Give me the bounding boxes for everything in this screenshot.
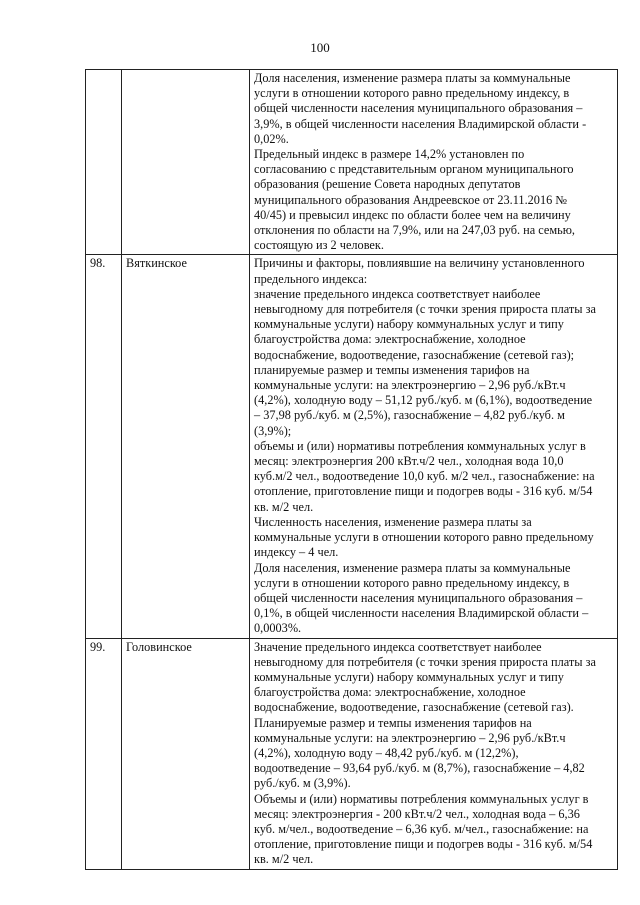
description-line: водоснабжение, водоотведение, газоснабжение (сетевой газ); xyxy=(254,347,575,362)
description-line: – 37,98 руб./куб. м (2,5%), газоснабжение – 4,82 руб./куб. м xyxy=(254,408,565,423)
description-line: 0,02%. xyxy=(254,131,289,146)
description-line: общей численности населения муниципального образования – xyxy=(254,590,583,605)
description-line: планируемые размер и темпы изменения тарифов на xyxy=(254,362,530,377)
description-line: коммунальные услуги: на электроэнергию – 2,96 руб./кВт.ч xyxy=(254,730,566,745)
description-line: Предельный индекс в размере 14,2% установлен по xyxy=(254,147,525,162)
description-line: невыгодному для потребителя (с точки зрения прироста платы за xyxy=(254,654,596,669)
description-line: (4,2%), холодную воду – 48,42 руб./куб. м (12,2%), xyxy=(254,745,519,760)
municipality-name-cell: Вяткинское xyxy=(122,255,250,638)
description-line: состоящую из 2 человек. xyxy=(254,238,384,253)
municipality-name-cell xyxy=(122,70,250,255)
description-line: значение предельного индекса соответствует наиболее xyxy=(254,286,541,301)
description-line: отопление, приготовление пищи и подогрев воды - 316 куб. м/54 xyxy=(254,837,593,852)
description-cell xyxy=(250,70,618,255)
description-line: согласованию с представительным органом муниципального xyxy=(254,162,574,177)
description-line: невыгодному для потребителя (с точки зрения прироста платы за xyxy=(254,302,596,317)
description-line: коммунальные услуги: на электроэнергию – 2,96 руб./кВт.ч xyxy=(254,378,566,393)
description-line: куб. м/чел., водоотведение – 6,36 куб. м/чел., газоснабжение: на xyxy=(254,821,589,836)
table-row xyxy=(86,638,618,869)
description-line: месяц: электроэнергия 200 кВт.ч/2 чел., холодная вода 10,0 xyxy=(254,454,564,469)
description-line: Доля населения, изменение размера платы за коммунальные xyxy=(254,71,571,85)
description-line: Численность населения, изменение размера платы за xyxy=(254,514,532,529)
description-line: отопление, приготовление пищи и подогрев воды - 316 куб. м/54 xyxy=(254,484,593,499)
description-line: коммунальные услуги в отношении которого равно предельному xyxy=(254,530,594,545)
description-line: месяц: электроэнергия - 200 кВт.ч/2 чел., холодная вода – 6,36 xyxy=(254,806,580,821)
description-line: услуги в отношении которого равно предельному индексу, в xyxy=(254,86,570,101)
description-line: Объемы и (или) нормативы потребления коммунальных услуг в xyxy=(254,791,589,806)
description-line: кв. м/2 чел. xyxy=(254,499,314,514)
page-number: 100 xyxy=(310,40,330,55)
description-line: предельного индекса: xyxy=(254,271,368,286)
row-number-cell: 98. xyxy=(86,255,122,638)
table-row xyxy=(86,255,618,638)
description-cell xyxy=(250,255,618,638)
description-line: отклонения по области на 7,9%, или на 247,03 руб. на семью, xyxy=(254,223,575,238)
description-line: водоснабжение, водоотведение, газоснабжение (сетевой газ). xyxy=(254,700,574,715)
row-number-cell xyxy=(86,70,122,255)
description-line: индексу – 4 чел. xyxy=(254,545,339,560)
description-line: куб.м/2 чел., водоотведение 10,0 куб. м/2 чел., газоснабжение: на xyxy=(254,469,595,484)
description-line: Планируемые размер и темпы изменения тарифов на xyxy=(254,715,532,730)
description-line: коммунальные услуги) набору коммунальных услуг и типу xyxy=(254,669,564,684)
description-line: 0,0003%. xyxy=(254,621,302,636)
description-line: муниципального образования Андреевское от 23.11.2016 № xyxy=(254,192,568,207)
description-line: Доля населения, изменение размера платы за коммунальные xyxy=(254,560,571,575)
description-line: 40/45) и превысил индекс по области более чем на величину xyxy=(254,207,571,222)
description-line: Значение предельного индекса соответствует наиболее xyxy=(254,639,542,654)
table-row xyxy=(86,70,618,255)
description-line: общей численности населения муниципального образования – xyxy=(254,101,583,116)
municipality-name-cell: Головинское xyxy=(122,638,250,869)
municipality-table xyxy=(85,69,618,870)
description-line: Причины и факторы, повлиявшие на величину установленного xyxy=(254,256,585,271)
description-line: коммунальные услуги) набору коммунальных услуг и типу xyxy=(254,317,564,332)
description-line: (3,9%); xyxy=(254,423,292,438)
description-line: руб./куб. м (3,9%). xyxy=(254,776,351,791)
description-line: услуги в отношении которого равно предельному индексу, в xyxy=(254,575,570,590)
description-line: водоотведение – 93,64 руб./куб. м (8,7%), газоснабжение – 4,82 xyxy=(254,761,585,776)
description-line: образования (решение Совета народных депутатов xyxy=(254,177,521,192)
description-line: (4,2%), холодную воду – 51,12 руб./куб. м (6,1%), водоотведение xyxy=(254,393,593,408)
description-cell xyxy=(250,638,618,869)
description-line: благоустройства дома: электроснабжение, холодное xyxy=(254,685,526,700)
table-body xyxy=(86,70,618,870)
row-number-cell: 99. xyxy=(86,638,122,869)
description-line: 0,1%, в общей численности населения Владимирской области – xyxy=(254,606,589,621)
description-line: объемы и (или) нормативы потребления коммунальных услуг в xyxy=(254,438,586,453)
description-line: благоустройства дома: электроснабжение, холодное xyxy=(254,332,526,347)
description-line: кв. м/2 чел. xyxy=(254,852,314,867)
description-line: 3,9%, в общей численности населения Владимирской области - xyxy=(254,116,587,131)
